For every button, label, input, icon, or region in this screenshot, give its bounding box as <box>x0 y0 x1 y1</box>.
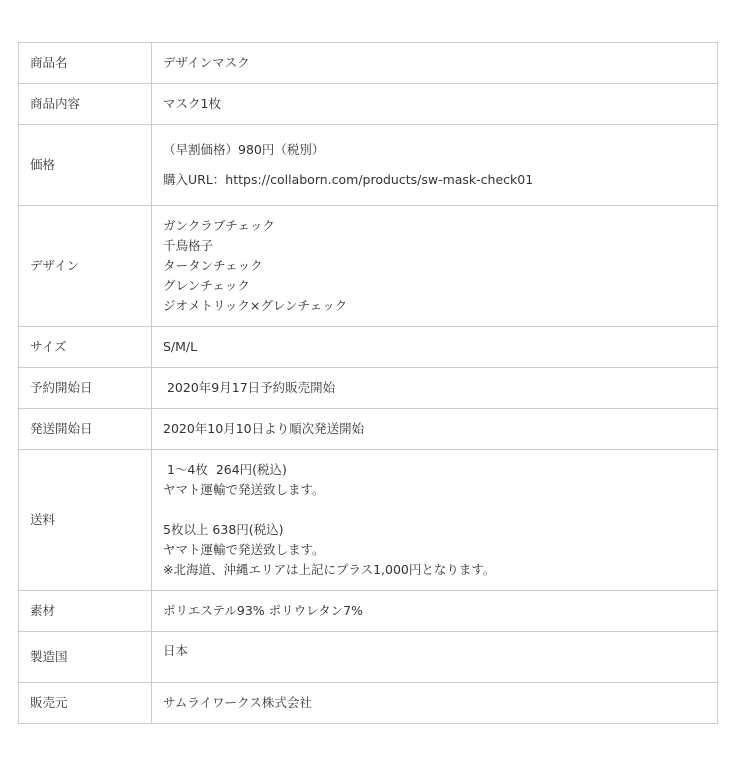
value-line: 日本 <box>163 643 189 658</box>
shipping-line: ヤマト運輸で発送致します。 <box>163 482 325 497</box>
row-label: 商品名 <box>19 43 152 84</box>
row-value <box>152 206 718 327</box>
row-size <box>19 327 718 368</box>
row-label: 発送開始日 <box>19 409 152 450</box>
row-value <box>152 632 718 683</box>
row-label: デザイン <box>19 206 152 327</box>
product-spec-table <box>18 42 718 724</box>
shipping-line: 5枚以上 638円(税込) <box>163 522 284 537</box>
value-line: サムライワークス株式会社 <box>163 695 312 710</box>
row-product-name <box>19 43 718 84</box>
value-line: ポリエステル93% ポリウレタン7% <box>163 603 363 618</box>
row-price <box>19 125 718 206</box>
row-design <box>19 206 718 327</box>
shipping-line: ヤマト運輸で発送致します。 <box>163 542 325 557</box>
row-shipping-fee <box>19 450 718 591</box>
row-value <box>152 450 718 591</box>
row-seller <box>19 683 718 724</box>
shipping-line: 1〜4枚 264円(税込) <box>163 462 287 477</box>
row-material <box>19 591 718 632</box>
row-label: 素材 <box>19 591 152 632</box>
price-line: （早割価格）980円（税別） <box>163 142 325 157</box>
row-value <box>152 327 718 368</box>
row-value <box>152 368 718 409</box>
row-value <box>152 409 718 450</box>
design-option: ガンクラブチェック <box>163 218 275 233</box>
design-option: グレンチェック <box>163 278 250 293</box>
shipping-note: ※北海道、沖縄エリアは上記にプラス1,000円となります。 <box>163 562 496 577</box>
row-value <box>152 43 718 84</box>
row-value <box>152 591 718 632</box>
row-label: サイズ <box>19 327 152 368</box>
value-line: デザインマスク <box>163 55 250 70</box>
row-label: 価格 <box>19 125 152 206</box>
design-option: 千鳥格子 <box>163 238 214 253</box>
row-label: 製造国 <box>19 632 152 683</box>
row-value <box>152 683 718 724</box>
row-country-of-manufacture <box>19 632 718 683</box>
design-option: ジオメトリック×グレンチェック <box>163 298 348 313</box>
row-value <box>152 125 718 206</box>
row-product-contents <box>19 84 718 125</box>
purchase-url: 購入URL：https://collaborn.com/products/sw-mask-check01 <box>163 172 534 187</box>
value-line: 2020年9月17日予約販売開始 <box>163 380 336 395</box>
row-label: 送料 <box>19 450 152 591</box>
row-preorder-start <box>19 368 718 409</box>
row-label: 商品内容 <box>19 84 152 125</box>
design-option: タータンチェック <box>163 258 263 273</box>
row-shipping-start <box>19 409 718 450</box>
value-line: マスク1枚 <box>163 96 221 111</box>
shipping-spacer <box>163 500 706 520</box>
row-value <box>152 84 718 125</box>
value-line: 2020年10月10日より順次発送開始 <box>163 421 365 436</box>
value-line: S/M/L <box>163 339 198 354</box>
row-label: 予約開始日 <box>19 368 152 409</box>
row-label: 販売元 <box>19 683 152 724</box>
